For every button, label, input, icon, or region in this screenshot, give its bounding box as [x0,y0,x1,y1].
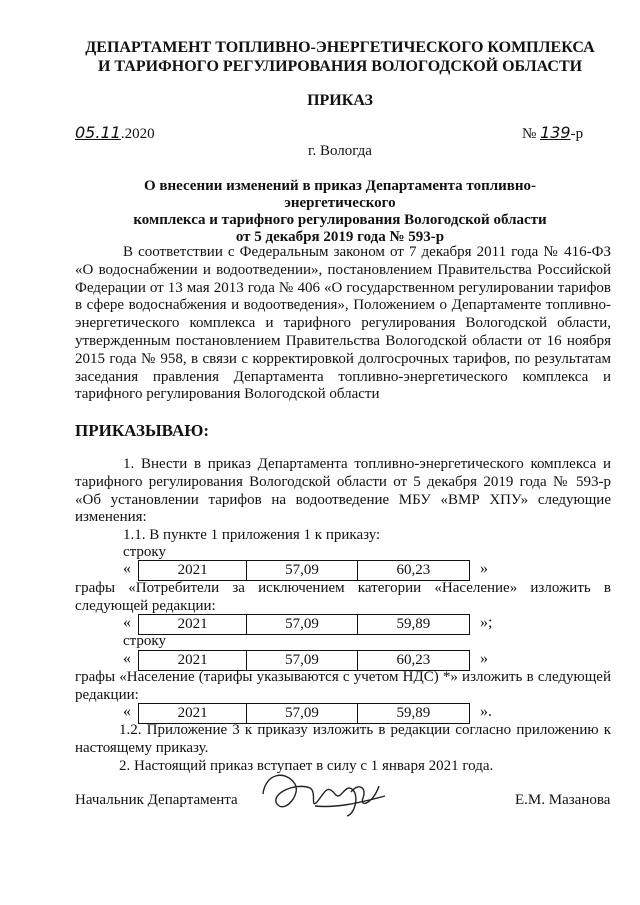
quote-close-4: ». [480,703,492,720]
subject-line2: комплекса и тарифного регулирования Вологодской области [133,212,547,228]
number-handwritten: 139 [540,123,571,142]
year-cell: 2021 [139,561,247,581]
value2-cell: 59,89 [357,615,469,635]
tariff-table-row4 [138,703,470,724]
year-cell: 2021 [139,704,247,724]
handwritten-signature [255,764,395,824]
value2-cell: 60,23 [357,561,469,581]
signature-position: Начальник Департамента [75,792,238,808]
order-number [522,123,583,143]
quote-open-1: « [123,560,131,577]
number-prefix: № [522,126,537,142]
tariff-table-row3 [138,650,470,671]
value1-cell: 57,09 [247,561,357,581]
value1-cell: 57,09 [247,651,357,671]
year-cell: 2021 [139,615,247,635]
item-1-1: 1.1. В пункте 1 приложения 1 к приказу: [123,527,381,543]
table-row [139,615,470,635]
item-1-2: 1.2. Приложение 3 к приказу изложить в редакции согласно приложению к настоящему приказу. [75,722,611,756]
stroku-label-1: строку [123,544,166,560]
value1-cell: 57,09 [247,615,357,635]
quote-open-2: « [123,614,131,631]
table-row [139,651,470,671]
value1-cell: 57,09 [247,704,357,724]
date-handwritten: 05.11 [75,123,121,142]
quote-close-1: » [480,560,488,577]
value2-cell: 59,89 [357,704,469,724]
graphs-text-2: графы «Население (тарифы указываются с учетом НДС) *» изложить в следующей редакции: [75,669,611,703]
date-year: .2020 [120,126,155,142]
graphs-text-1: графы «Потребители за исключением категории «Население» изложить в следующей редакции: [75,580,611,614]
number-suffix: -р [570,126,584,142]
quote-open-4: « [123,703,131,720]
value2-cell: 60,23 [357,651,469,671]
preamble: В соответствии с Федеральным законом от 7 декабря 2011 года № 416-ФЗ «О водоснабжении и водоотведении», постановлением Правительства Российской Федерации от 13 мая 2013 года № 406 «О государственном регулировании тарифов в сфере водоснабжения и водоотведения», Положением о Департаменте топливно-энергетического комплекса и тарифного регулирования Вологодской области, утвержденным постановлением Правительства Вологодской области от 16 ноября 2015 года № 958, в связи с корректировкой долгосрочных тарифов, по результатам заседания правления Департамента топливно-энергетического комплекса и тарифного регулирования Вологодской области [75,244,611,403]
doc-type-title: ПРИКАЗ [307,92,373,109]
table-row [139,704,470,724]
department-title-line1: ДЕПАРТАМЕНТ ТОПЛИВНО-ЭНЕРГЕТИЧЕСКОГО КОМПЛЕКСА [85,39,595,56]
quote-close-3: » [480,650,488,667]
quote-close-2: »; [480,614,493,631]
year-cell: 2021 [139,651,247,671]
item-2: 2. Настоящий приказ вступает в силу с 1 января 2021 года. [119,758,494,774]
tariff-table-row2 [138,614,470,635]
order-word: ПРИКАЗЫВАЮ: [75,421,210,440]
stroku-label-2: строку [123,633,166,649]
table-row [139,561,470,581]
subject-line1: О внесении изменений в приказ Департамента топливно-энергетического [143,178,537,211]
subject-block [90,178,590,246]
tariff-table-row1 [138,560,470,581]
city: г. Вологда [308,143,372,159]
quote-open-3: « [123,650,131,667]
order-date [75,123,155,143]
department-title-line2: И ТАРИФНОГО РЕГУЛИРОВАНИЯ ВОЛОГОДСКОЙ ОБЛАСТИ [97,58,583,75]
signature-name: Е.М. Мазанова [515,792,611,808]
subject-line3: от 5 декабря 2019 года № 593-р [235,229,445,245]
item-1: 1. Внести в приказ Департамента топливно-энергетического комплекса и тарифного регулирования Вологодской области от 5 декабря 2019 года № 593-р «Об установлении тарифов на водоотведение МБУ «ВМР ХПУ» следующие изменения: [75,456,611,526]
